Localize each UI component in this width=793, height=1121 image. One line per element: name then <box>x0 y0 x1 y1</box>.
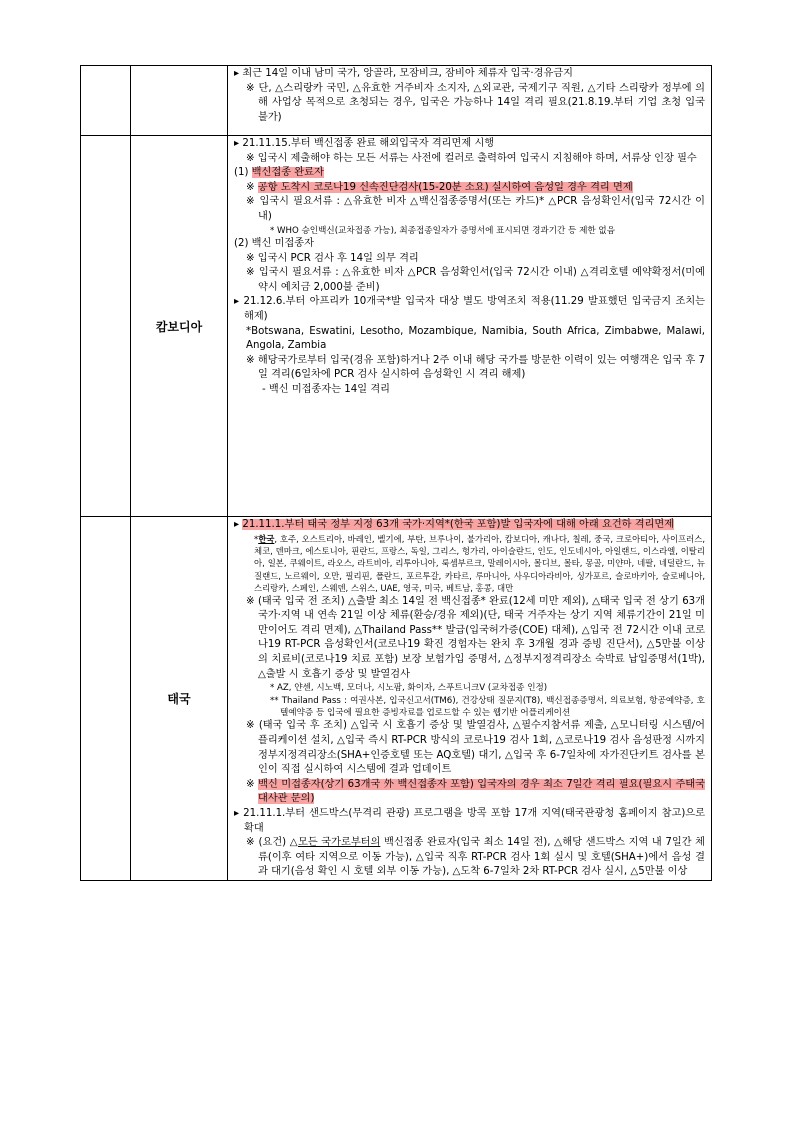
content-cell <box>228 517 712 881</box>
highlighted-text: 백신 미접종자(상기 63개국 外 백신접종자 포함) 입국자의 경우 최소 7일간 격리 필요(필요시 주태국대사관 문의) <box>258 778 705 805</box>
bullet-mark: ▸ <box>234 519 243 530</box>
content-table <box>80 65 712 881</box>
note-line: ※ 해당국가로부터 입국(경유 포함)하거나 2주 이내 해당 국가를 방문한 이력이 있는 여행객은 입국 후 7일 격리(6일차에 PCR 검사 실시하여 음성확인 시 격리 해제) <box>246 354 705 381</box>
note-line: ※ 입국시 필요서류 : △유효한 비자 △백신접종증명서(또는 카드)* △PCR 음성확인서(입국 72시간 이내) <box>246 196 705 222</box>
country-cell: 캄보디아 <box>131 136 228 517</box>
note-line <box>234 836 705 880</box>
bullet-line: ▸ 최근 14일 이내 남미 국가, 앙골라, 모잠비크, 잠비아 체류자 입국·경유금지 <box>234 68 573 79</box>
bullet-line <box>234 518 705 533</box>
highlighted-text: 백신접종 완료자 <box>251 167 324 179</box>
footnote-mark: * <box>254 533 259 544</box>
bullet-line: ▸ 21.12.6.부터 아프리카 10개국*발 입국자 대상 별도 방역조치 적용(11.29 발표했던 입국금지 조치는 해제) <box>234 296 705 322</box>
content-cell <box>228 136 712 517</box>
note-line <box>234 181 705 196</box>
content-cell <box>228 66 712 136</box>
note-line: ※ 입국시 제출해야 하는 모든 서류는 사전에 컬러로 출력하여 입국시 지침해야 하며, 서류상 인장 필수 <box>246 152 697 164</box>
note-line: ※ (태국 입국 전 조치) △출발 최소 14일 전 백신접종* 완료(12세 미만 제외), △태국 입국 전 상기 63개 국가·지역 내 연속 21일 이상 체류(환승/경유 제외)(단, 태국 거주자는 상기 지역 체류기간이 21일 미만이어도 격리 면제), △Thailand Pass** 발급(입국허가증(COE) 대체), △입국 전 72시간 이내 코로나19 RT-PCR 음성확인서(코로나19 확진 경험자는 완치 후 3개월 경과 증빙 진단서), △5만불 이상의 치료비(코로나19 치료 포함) 보장 보험가입 증명서, △정부지정격리장소 숙박료 납입증명서(1박), △출발 시 호흡기 증상 및 발열검사 <box>246 595 705 680</box>
bullet-line: ▸ 21.11.1.부터 샌드박스(무격리 관광) 프로그램을 방콕 포함 17개 지역(태국관광청 홈페이지 참고)으로 확대 <box>234 807 705 834</box>
empty-cell <box>81 136 131 517</box>
footnote-line: * AZ, 얀센, 시노백, 모더나, 시노팜, 화이자, 스푸트니크V (교차접종 인정) <box>270 683 548 694</box>
country-list <box>234 533 705 595</box>
footnote-line: ** Thailand Pass : 여권사본, 입국신고서(TM6), 건강상태 질문지(T8), 백신접종증명서, 의료보험, 항공예약증, 호텔예약증 등 입국에 필요한 증빙자료를 업로드할 수 있는 웹기반 어플리케이션 <box>270 695 705 718</box>
note-line: ※ 입국시 PCR 검사 후 14일 의무 격리 <box>246 252 419 264</box>
table-row <box>81 136 712 517</box>
table-row <box>81 517 712 881</box>
section-heading <box>234 166 705 181</box>
country-cell <box>131 66 228 136</box>
table-row <box>81 66 712 136</box>
note-mark: ※ <box>246 778 259 790</box>
note-line: ※ 입국시 필요서류 : △유효한 비자 △PCR 음성확인서(입국 72시간 이내) △격리호텔 예약확정서(미예약시 예치금 2,000불 준비) <box>246 267 705 293</box>
sub-line: - 백신 미접종자는 14일 격리 <box>262 383 391 395</box>
country-cell: 태국 <box>131 517 228 881</box>
note-line <box>234 778 705 807</box>
section-number: (1) <box>234 167 252 179</box>
highlighted-text: 21.11.1.부터 태국 정부 지정 63개 국가·지역*(한국 포함)발 입국자에 대해 아래 요건하 격리면제 <box>242 519 675 530</box>
bullet-line: ▸ 21.11.15.부터 백신접종 완료 해외입국자 격리면제 시행 <box>234 138 495 149</box>
note-text: 백신접종 완료자(입국 최소 14일 전), △해당 샌드박스 지역 내 7일간 체류(이후 여타 지역으로 이동 가능), △입국 직후 RT-PCR 검사 1회 실시 및 호텔(SHA+)에서 음성 결과 대기(음성 확인 시 호텔 외부 이동 가능), △도착 6-7일차 2차 RT-PCR 검사 실시, △5만불 이상 <box>258 837 706 878</box>
empty-cell <box>81 517 131 881</box>
highlighted-text: 공항 도착시 코로나19 신속진단검사(15-20분 소요) 실시하여 음성일 경우 격리 면제 <box>257 181 633 193</box>
underlined-text: 모든 국가로부터의 <box>298 837 381 849</box>
note-text: ※ (요건) △ <box>246 837 298 849</box>
footnote-line: * WHO 승인백신(교차접종 가능), 최종접종일자가 증명서에 표시되면 경과기간 등 제한 없음 <box>270 225 616 236</box>
korea-label: 한국 <box>258 533 275 544</box>
country-names: , 호주, 오스트리아, 바레인, 벨기에, 부탄, 브루나이, 불가리아, 캄보디아, 캐나다, 칠레, 중국, 크로아티아, 사이프러스, 체코, 덴마크, 에스토니아, 핀란드, 프랑스, 독일, 그리스, 헝가리, 아이슬란드, 인도, 인도네시아, 아일랜드, 이스라엘, 이탈리아, 일본, 쿠웨이트, 라오스, 라트비아, 리투아니아, 룩셈부르크, 말레이시아, 몰디브, 몰타, 몽골, 미얀마, 네팔, 네덜란드, 뉴질랜드, 노르웨이, 오만, 필리핀, 폴란드, 포르투갈, 카타르, 루마니아, 사우디아라비아, 싱가포르, 슬로바키아, 슬로베니아, 스리랑카, 스페인, 스웨덴, 스위스, UAE, 영국, 미국, 베트남, 홍콩, 대만 <box>254 533 705 594</box>
note-line: ※ (태국 입국 후 조치) △입국 시 호흡기 증상 및 발열검사, △필수지참서류 제출, △모니터링 시스템/어플리케이션 설치, △입국 즉시 RT-PCR 방식의 코로나19 검사 1회, △코로나19 검사 음성판정 시까지 정부지정격리장소(SHA+인증호텔 또는 AQ호텔) 대기, △입국 후 6-7일차에 자가진단키트 검사를 본인이 직접 실시하여 시스템에 결과 업데이트 <box>246 720 705 776</box>
country-list: *Botswana, Eswatini, Lesotho, Mozambique, Namibia, South Africa, Zimbabwe, Malawi, Angola, Zambia <box>246 325 705 352</box>
empty-cell <box>81 66 131 136</box>
section-heading: (2) 백신 미접종자 <box>234 237 314 249</box>
note-line: ※ 단, △스리랑카 국민, △유효한 거주비자 소지자, △외교관, 국제기구 직원, △기타 스리랑카 정부에 의해 사업상 목적으로 초청되는 경우, 입국은 가능하나 14일 격리 필요(21.8.19.부터 기업 초청 입국 불가) <box>246 82 705 123</box>
note-mark: ※ <box>246 181 258 193</box>
